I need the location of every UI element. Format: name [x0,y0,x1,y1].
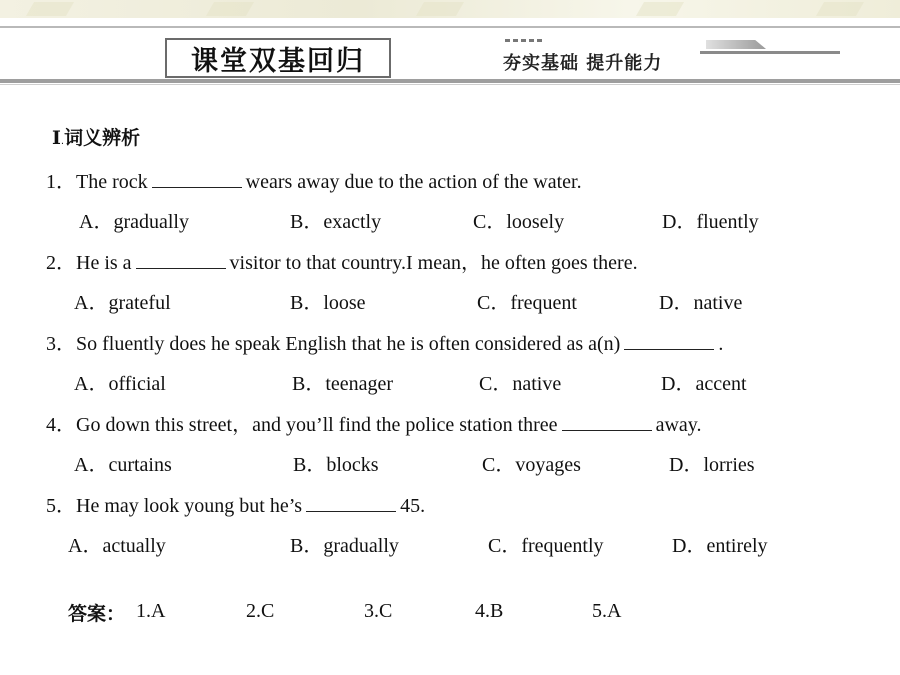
answer-label: 答案： [68,603,126,625]
question-number: 3． [46,333,76,355]
dash-decoration [505,39,542,42]
option-a [79,205,189,234]
answer-item: 2.C [246,600,275,622]
option-letter: C． [477,292,511,314]
option-b [290,286,366,315]
option-letter: A． [74,292,109,314]
option-letter: B． [290,211,324,233]
option-text: grateful [108,292,171,314]
question-stem-before: The rock [76,171,148,193]
option-d [672,529,768,558]
question-1 [46,165,582,194]
option-text: frequent [510,292,577,314]
option-text: accent [695,373,747,395]
option-letter: B． [292,373,326,395]
option-letter: A． [74,373,109,395]
option-letter: C． [488,535,522,557]
option-text: native [512,373,562,395]
question-stem-before: So fluently does he speak English that he is often considered as a(n) [76,333,621,355]
option-letter: A． [68,535,103,557]
option-letter: D． [662,211,697,233]
answer-blank [306,495,396,512]
option-letter: A． [79,211,114,233]
option-d [661,367,747,396]
hex-decoration [206,2,254,16]
option-a [74,448,172,477]
option-letter: D． [659,292,694,314]
option-text: entirely [706,535,768,557]
option-letter: B． [290,535,324,557]
top-decorative-strip [0,0,900,18]
option-text: gradually [323,535,399,557]
answer-item: 4.B [475,600,504,622]
answer-item: 5.A [592,600,622,622]
question-4 [46,408,701,437]
option-text: curtains [108,454,172,476]
option-letter: C． [482,454,516,476]
page-subtitle: 夯实基础 提升能力 [503,53,663,74]
option-letter: C． [479,373,513,395]
option-d [659,286,742,315]
option-c [482,448,581,477]
question-number: 4． [46,414,76,436]
hex-decoration [816,2,864,16]
option-a [74,286,171,315]
option-text: lorries [703,454,755,476]
option-text: loose [323,292,366,314]
question-2 [46,246,638,275]
section-numeral: Ⅰ [52,127,61,149]
option-text: loosely [506,211,565,233]
answer-blank [562,414,652,431]
option-c [477,286,577,315]
question-5 [46,489,425,518]
section-heading [52,123,140,150]
option-text: actually [102,535,166,557]
header-bottom-rule [0,79,900,83]
hex-decoration [26,2,74,16]
answer-item: 1.A [136,600,166,622]
option-c [488,529,604,558]
hex-decoration [636,2,684,16]
question-stem-after: 45. [400,495,426,517]
option-text: gradually [113,211,189,233]
option-text: teenager [325,373,394,395]
option-b [292,367,393,396]
question-stem-before: He may look young but he’s [76,495,303,517]
option-text: frequently [521,535,604,557]
option-b [290,205,381,234]
header-bottom-rule-thin [0,84,900,85]
option-c [479,367,561,396]
question-number: 2． [46,252,76,274]
section-title: 词义辨析 [64,127,141,149]
option-d [669,448,755,477]
question-stem-after: away. [655,414,702,436]
option-letter: D． [672,535,707,557]
answer-item: 3.C [364,600,393,622]
question-stem-after: wears away due to the action of the water. [245,171,582,193]
option-b [293,448,379,477]
question-3 [46,327,723,356]
option-text: native [693,292,743,314]
option-letter: B． [293,454,327,476]
option-c [473,205,564,234]
option-letter: D． [669,454,704,476]
option-text: exactly [323,211,382,233]
option-d [662,205,759,234]
option-text: voyages [515,454,581,476]
question-stem-after: . [718,333,724,355]
question-number: 5． [46,495,76,517]
option-letter: D． [661,373,696,395]
question-stem-after: visitor to that country.I mean，he often goes there. [229,252,638,274]
option-text: blocks [326,454,379,476]
option-b [290,529,399,558]
option-a [74,367,166,396]
option-letter: A． [74,454,109,476]
header-top-rule [0,26,900,28]
page-title: 课堂双基回归 [165,38,391,78]
option-letter: B． [290,292,324,314]
section-dot: . [60,136,65,147]
hex-decoration [416,2,464,16]
option-text: official [108,373,166,395]
subtitle-underline [700,51,840,54]
option-text: fluently [696,211,759,233]
answer-blank [136,252,226,269]
option-a [68,529,166,558]
question-number: 1． [46,171,76,193]
option-letter: C． [473,211,507,233]
answer-blank [152,171,242,188]
answer-blank [624,333,714,350]
question-stem-before: He is a [76,252,132,274]
question-stem-before: Go down this street，and you’ll find the police station three [76,414,558,436]
